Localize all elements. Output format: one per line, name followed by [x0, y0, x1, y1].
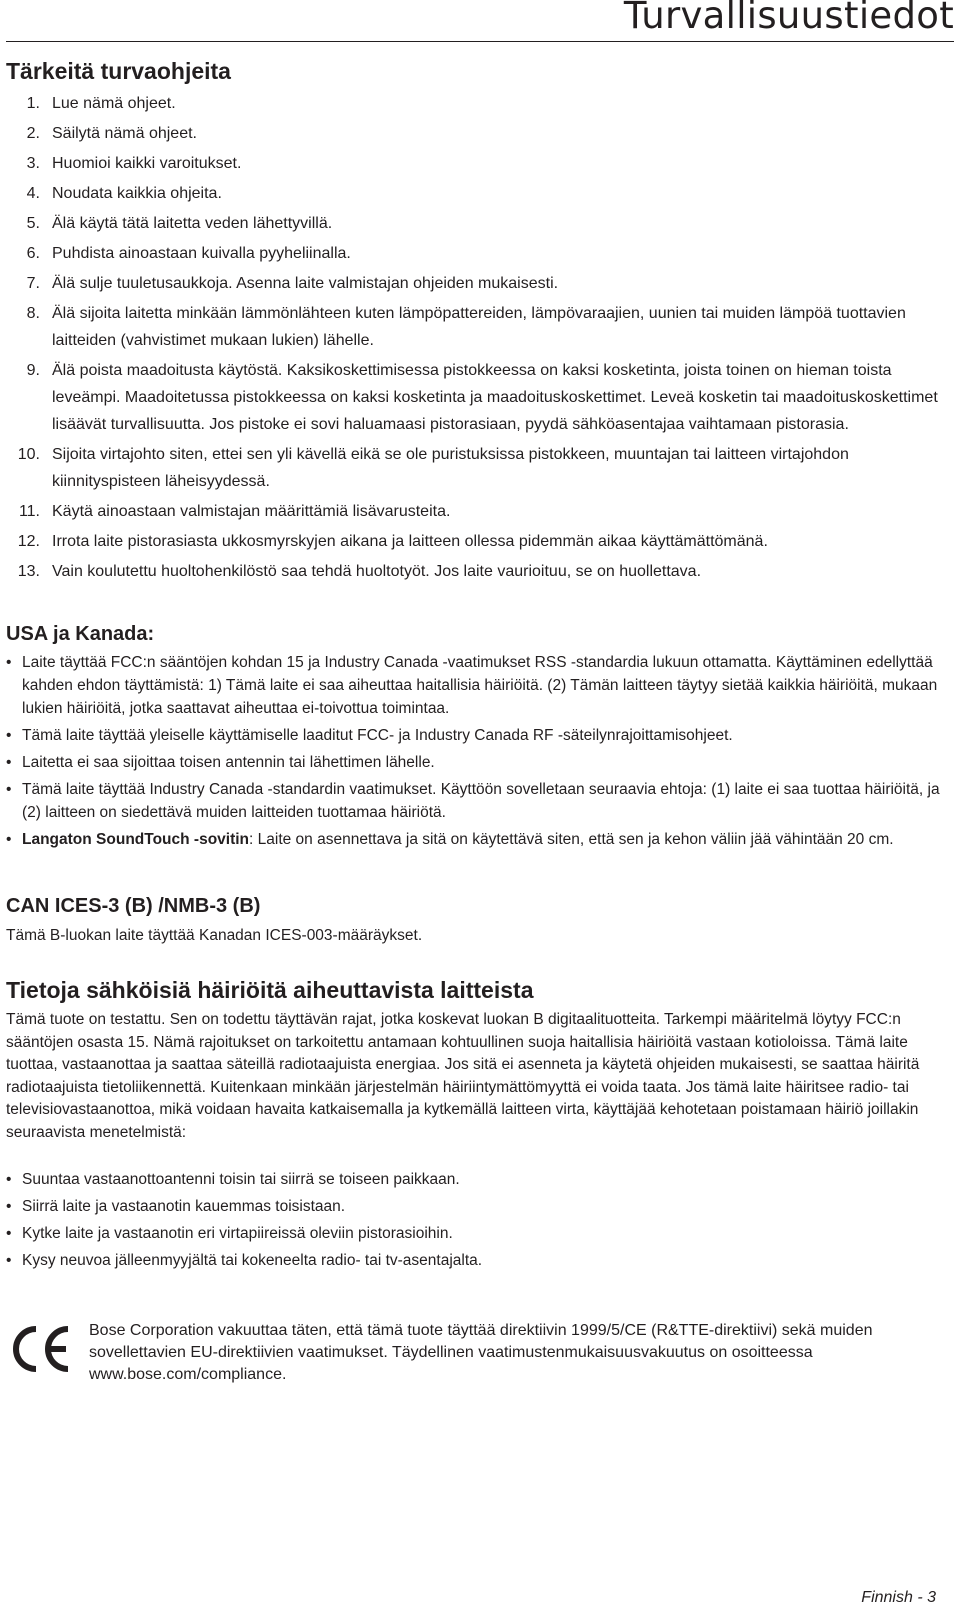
- emi-measure-item: • Kytke laite ja vastaanotin eri virtapiireissä oleviin pistorasioihin.: [6, 1222, 950, 1245]
- emi-measure-item: • Kysy neuvoa jälleenmyyjältä tai kokeneelta radio- tai tv-asentajalta.: [6, 1249, 950, 1272]
- usa-canada-item: [6, 724, 950, 747]
- safety-item-number: 2.: [26, 125, 40, 142]
- safety-item-number: 12.: [17, 533, 40, 550]
- safety-item-text: Noudata kaikkia ohjeita.: [52, 185, 222, 202]
- ices-heading: CAN ICES-3 (B) /NMB-3 (B): [6, 895, 261, 917]
- usa-canada-item: [6, 828, 950, 851]
- safety-item-text: Puhdista ainoastaan kuivalla pyyheliinalla.: [52, 245, 351, 262]
- usa-canada-item: [6, 651, 950, 720]
- safety-item-number: 5.: [26, 215, 40, 232]
- safety-item-number: 3.: [26, 155, 40, 172]
- safety-item: [0, 300, 940, 354]
- safety-item-text: Älä sijoita laitetta minkään lämmönlähteen kuten lämpöpattereiden, lämpövaraajien, uunien tai muiden lämpöä tuottavien laitteiden (vahvistimet mukaan lukien) lähelle.: [52, 305, 906, 349]
- page-footer: Finnish - 3: [861, 1589, 936, 1606]
- header-divider: [6, 41, 954, 42]
- safety-item-number: 6.: [26, 245, 40, 262]
- safety-item-text: Lue nämä ohjeet.: [52, 95, 176, 112]
- safety-item: [0, 558, 940, 585]
- usa-canada-item-bold: Langaton SoundTouch -sovitin: [22, 831, 250, 848]
- safety-item: [0, 240, 940, 267]
- usa-canada-item: [6, 778, 950, 824]
- safety-item-text: Vain koulutettu huoltohenkilöstö saa tehdä huoltotyöt. Jos laite vaurioituu, se on huollettava.: [52, 563, 702, 580]
- safety-instructions-list: [0, 90, 940, 588]
- usa-canada-item-text: Laitetta ei saa sijoittaa toisen antennin tai lähettimen lähelle.: [22, 754, 435, 771]
- safety-item: [0, 210, 940, 237]
- usa-canada-item: [6, 751, 950, 774]
- safety-item-text: Säilytä nämä ohjeet.: [52, 125, 197, 142]
- usa-canada-item-text: : Laite on asennettava ja sitä on käytettävä siten, että sen ja kehon väliin jää vähintään 20 cm.: [249, 831, 894, 848]
- emi-measure-item: • Suuntaa vastaanottoantenni toisin tai siirrä se toiseen paikkaan.: [6, 1168, 950, 1191]
- safety-item-text: Sijoita virtajohto siten, ettei sen yli kävellä eikä se ole puristuksissa pistokkeen, muuntajan tai laitteen virtajohdon kiinnityspisteen läheisyydessä.: [52, 446, 849, 490]
- safety-item: [0, 150, 940, 177]
- emi-text: Tämä tuote on testattu. Sen on todettu täyttävän rajat, jotka koskevat luokan B digitaalituotteita. Tarkempi määritelmä löytyy FCC:n sääntöjen osasta 15. Nämä rajoitukset on tarkoitettu antamaan kohtuullinen suoja haitallisia häiriöitä vastaan kotioloissa. Tämä laite tuottaa, vastaanottaa ja saattaa säteillä radiotaajuista energiaa. Jos sitä ei asenneta ja käytetä ohjeiden mukaisesti, se saattaa häiritä radiotaajuista tietoliikennettä. Kuitenkaan minkään järjestelmän häiriintymättömyyttä ei voida taata. Jos tämä laite häiritsee radio- tai televisiovastaanottoa, mikä voidaan havaita katkaisemalla ja kytkemällä laitteen virta, käyttäjää kehotetaan poistamaan häiriö joillakin seuraavista menetelmistä:: [6, 1011, 920, 1141]
- safety-item-text: Älä poista maadoitusta käytöstä. Kaksikoskettimisessa pistokkeessa on kaksi kosketinta, joista toinen on hieman toista leveämpi. Maadoitetussa pistokkeessa on kaksi kosketinta ja maadoituskoskettimet. Leveä kosketin tai maadoituskoskettimet lisäävät turvallisuutta. Jos pistoke ei sovi haluamaasi pistorasiaan, pyydä sähköasentajaa vaihtamaan pistorasia.: [52, 362, 938, 433]
- safety-item: [0, 90, 940, 117]
- safety-item-text: Älä käytä tätä laitetta veden lähettyvillä.: [52, 215, 333, 232]
- safety-item: [0, 441, 940, 495]
- safety-item-text: Älä sulje tuuletusaukkoja. Asenna laite valmistajan ohjeiden mukaisesti.: [52, 275, 559, 292]
- safety-item: [0, 270, 940, 297]
- safety-item: [0, 120, 940, 147]
- safety-item-number: 11.: [18, 503, 40, 520]
- page-header-title: Turvallisuustiedot: [623, 0, 954, 37]
- emi-measure-item: • Siirrä laite ja vastaanotin kauemmas toisistaan.: [6, 1195, 950, 1218]
- usa-canada-list: [6, 651, 950, 855]
- safety-item: [0, 180, 940, 207]
- safety-item-text: Irrota laite pistorasiasta ukkosmyrskyjen aikana ja laitteen ollessa pidemmän aikaa käyttämättömänä.: [52, 533, 768, 550]
- safety-item-number: 9.: [26, 362, 40, 379]
- safety-item-text: Huomioi kaikki varoitukset.: [52, 155, 242, 172]
- emi-heading: Tietoja sähköisiä häiriöitä aiheuttavista laitteista: [6, 977, 534, 1003]
- usa-canada-item-text: Tämä laite täyttää Industry Canada -standardin vaatimukset. Käyttöön sovelletaan seuraavia ehtoja: (1) laite ei saa tuottaa häiriöitä, ja (2) laitteen on siedettävä muiden laitteiden tuottamaa häiriötä.: [22, 781, 940, 821]
- safety-item-number: 13.: [17, 563, 40, 580]
- usa-canada-item-text: Laite täyttää FCC:n sääntöjen kohdan 15 ja Industry Canada -vaatimukset RSS -standardia lukuun ottamatta. Käyttäminen edellyttää kahden ehdon täyttämistä: 1) Tämä laite ei saa aiheuttaa haitallisia häiriöitä. (2) Tämän laitteen täytyy sietää kaikkia häiriöitä, mukaan lukien häiriöitä, jotka saattavat aiheuttaa ei-toivottua toimintaa.: [22, 654, 938, 717]
- emi-measures-list: [6, 1168, 950, 1276]
- ce-mark-icon: [6, 1324, 74, 1374]
- ices-text: Tämä B-luokan laite täyttää Kanadan ICES-003-määräykset.: [6, 927, 423, 944]
- safety-item-text: Käytä ainoastaan valmistajan määrittämiä lisävarusteita.: [52, 503, 451, 520]
- safety-item: [0, 528, 940, 555]
- safety-item: [0, 357, 940, 438]
- usa-canada-item-text: Tämä laite täyttää yleiselle käyttämiselle laaditut FCC- ja Industry Canada RF -säteilynrajoittamisohjeet.: [22, 727, 733, 744]
- safety-item: [0, 498, 940, 525]
- safety-item-number: 7.: [26, 275, 40, 292]
- safety-item-number: 1.: [26, 95, 40, 112]
- ce-declaration: Bose Corporation vakuuttaa täten, että tämä tuote täyttää direktiivin 1999/5/CE (R&TTE-direktiivi) sekä muiden sovellettavien EU-direktiivien vaatimukset. Täydellinen vaatimustenmukaisuusvakuutus on osoitteessa www.bose.com/compliance.: [89, 1322, 873, 1383]
- safety-item-number: 4.: [26, 185, 40, 202]
- safety-item-number: 8.: [26, 305, 40, 322]
- safety-heading: Tärkeitä turvaohjeita: [6, 58, 231, 84]
- safety-item-number: 10.: [17, 446, 40, 463]
- usa-canada-heading: USA ja Kanada:: [6, 623, 155, 645]
